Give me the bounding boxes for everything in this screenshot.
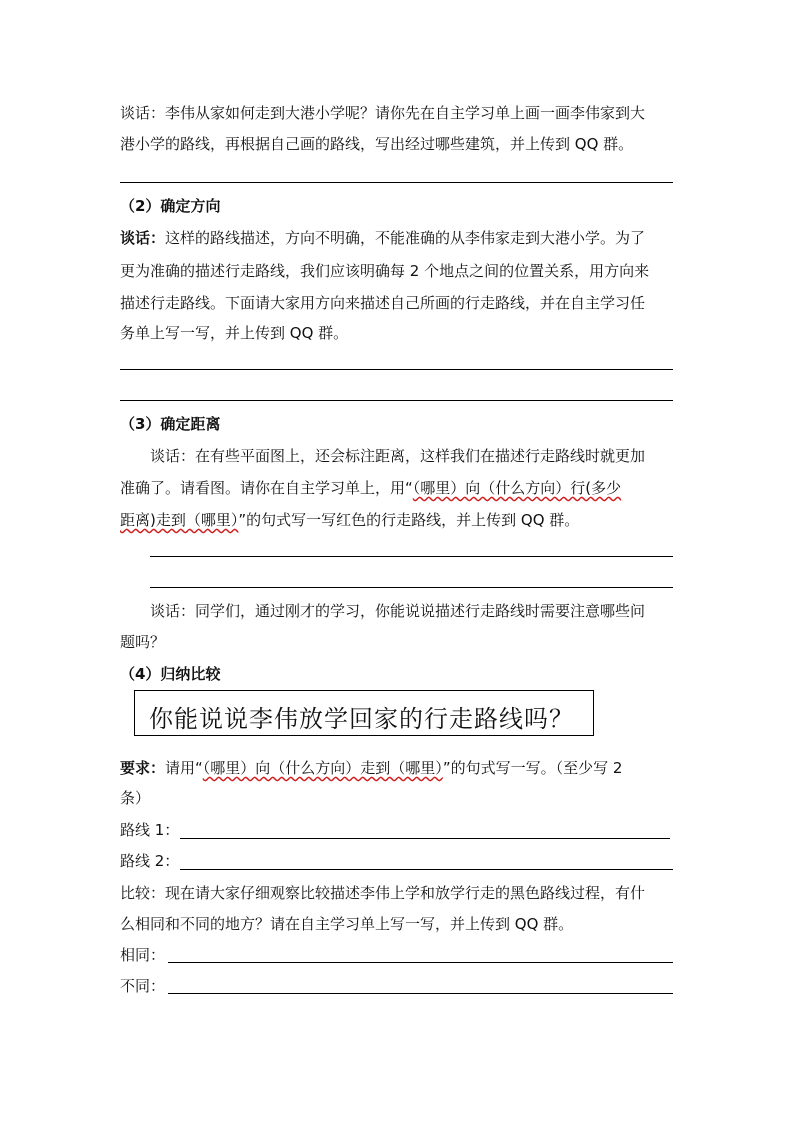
compare-text: 现在请大家仔细观察比较描述李伟上学和放学行走的黑色路线过程，有什 — [165, 884, 646, 902]
distance-line-3 — [120, 510, 673, 530]
answer-line[interactable] — [120, 400, 673, 401]
same-answer-line[interactable] — [168, 962, 673, 963]
direction-text: 这样的路线描述，方向不明确，不能准确的从李伟家走到大港小学。为了 — [165, 229, 646, 247]
talk-line-1: 谈话：同学们，通过刚才的学习，你能说说描述行走路线时需要注意哪些问 — [150, 602, 646, 620]
route-2-answer-line[interactable] — [180, 869, 673, 870]
compare-label: 比较： — [120, 884, 166, 902]
distance-line-1: 谈话：在有些平面图上，还会标注距离，这样我们在描述行走路线时就更加 — [150, 447, 646, 465]
answer-line[interactable] — [120, 369, 673, 370]
sentence-pattern: （哪里）向（什么方向）行(多少 — [412, 479, 622, 497]
answer-line[interactable] — [150, 587, 673, 588]
diff-label: 不同： — [120, 977, 166, 995]
compare-line-1 — [120, 883, 673, 903]
requirement-line-1 — [120, 758, 673, 778]
requirement-label: 要求： — [120, 759, 166, 777]
sentence-pattern: 距离)走到（哪里） — [120, 511, 239, 529]
distance-line-2 — [120, 478, 673, 498]
distance-text: ”的句式写一写红色的行走路线，并上传到 QQ 群。 — [238, 511, 580, 529]
direction-line-4: 务单上写一写，并上传到 QQ 群。 — [120, 324, 349, 342]
requirement-line-2: 条） — [120, 789, 151, 807]
answer-line[interactable] — [120, 182, 673, 183]
direction-line-3: 描述行走路线。下面请大家用方向来描述自己所画的行走路线，并在自主学习任 — [120, 294, 646, 312]
route-1-label: 路线 1： — [120, 821, 180, 839]
direction-line-1 — [120, 228, 673, 248]
requirement-text: ”的句式写一写。（至少写 2 — [442, 759, 623, 777]
answer-line[interactable] — [150, 556, 673, 557]
section-heading-distance: （3）确定距离 — [120, 415, 221, 433]
question-box — [134, 690, 594, 736]
intro-line-1: 谈话：李伟从家如何走到大港小学呢？请你先在自主学习单上画一画李伟家到大 — [120, 104, 646, 122]
talk-line-2: 题吗？ — [120, 633, 166, 651]
route-1-answer-line[interactable] — [180, 838, 670, 839]
route-2-label: 路线 2： — [120, 852, 180, 870]
intro-line-2: 港小学的路线，再根据自己画的路线，写出经过哪些建筑，并上传到 QQ 群。 — [120, 135, 634, 153]
compare-line-2: 么相同和不同的地方？请在自主学习单上写一写，并上传到 QQ 群。 — [120, 915, 574, 933]
sentence-pattern: （哪里）向（什么方向）走到（哪里） — [202, 759, 443, 777]
requirement-text: 请用“ — [165, 759, 203, 777]
section-heading-direction: （2）确定方向 — [120, 197, 221, 215]
direction-line-2: 更为准确的描述行走路线，我们应该明确每 2 个地点之间的位置关系，用方向来 — [120, 262, 650, 280]
distance-text: 准确了。请看图。请你在自主学习单上，用“ — [120, 479, 413, 497]
talk-label: 谈话： — [120, 229, 166, 247]
same-label: 相同： — [120, 946, 166, 964]
question-box-text: 你能说说李伟放学回家的行走路线吗？ — [149, 705, 574, 733]
section-heading-summary: （4）归纳比较 — [120, 665, 221, 683]
diff-answer-line[interactable] — [168, 993, 673, 994]
